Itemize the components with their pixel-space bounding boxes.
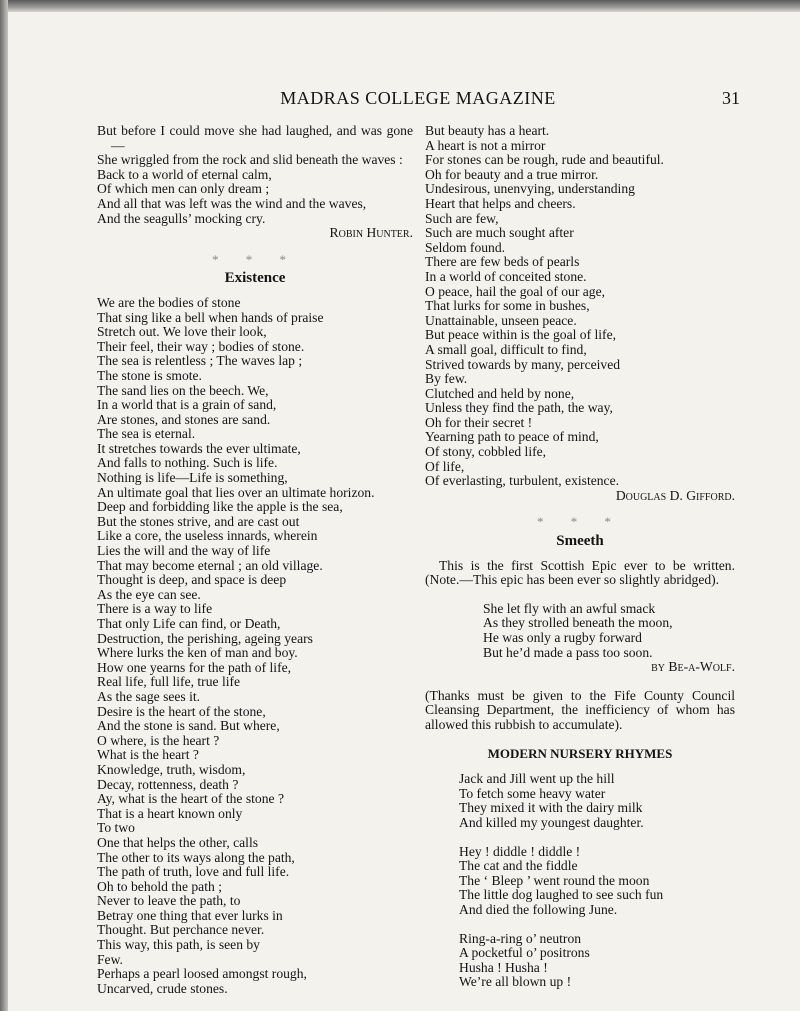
poem-line: But he’d made a pass too soon. <box>483 644 653 660</box>
nursery-verse-1 <box>425 772 735 830</box>
poem-line: A small goal, difficult to find, <box>425 341 587 357</box>
poem-line: Back to a world of eternal calm, <box>97 166 272 182</box>
poem-line: Betray one thing that ever lurks in <box>97 907 283 923</box>
smeeth-note: (Thanks must be given to the Fife County Council Cleansing Department, the inefficiency of whom has allowed this rubbish to accumulate). <box>425 687 735 732</box>
poem-line: Few. <box>97 951 123 967</box>
poem-line: And killed my youngest daughter. <box>459 814 644 830</box>
page-top-edge <box>0 0 800 12</box>
poem-line: The sand lies on the beech. We, <box>97 382 269 398</box>
poem-line: Desire is the heart of the stone, <box>97 703 266 719</box>
poem-line: One that helps the other, calls <box>97 834 259 850</box>
poem-line: Where lurks the ken of man and boy. <box>97 645 298 661</box>
poem-line: And died the following June. <box>459 901 618 917</box>
poem-line: And the stone is sand. But where, <box>97 718 280 734</box>
poem-line: Husha ! Husha ! <box>459 959 548 975</box>
spacer <box>425 588 735 602</box>
poem-line: For stones can be rough, rude and beautiful. <box>425 152 664 168</box>
poem-line: Are stones, and stones are sand. <box>97 411 271 427</box>
existence-poem-left <box>97 296 413 997</box>
poem-line: The cat and the fiddle <box>459 858 578 874</box>
poem-line: And all that was left was the wind and the waves, <box>97 195 367 211</box>
poem-line: The stone is smote. <box>97 367 202 383</box>
nursery-verse-3 <box>425 932 735 990</box>
smeeth-author: by Be-a-Wolf. <box>651 659 735 675</box>
poem-line: Yearning path to peace of mind, <box>425 429 599 445</box>
smeeth-title: Smeeth <box>556 533 604 550</box>
poem-line: The little dog laughed to see such fun <box>459 887 664 903</box>
poem-line: Oh to behold the path ; <box>97 878 222 894</box>
poem-line: The sea is relentless ; The waves lap ; <box>97 353 303 369</box>
poem-line: Unattainable, unseen peace. <box>425 312 577 328</box>
poem-line: That sing like a bell when hands of praise <box>97 309 324 325</box>
poem-line: Thought is deep, and space is deep <box>97 572 287 588</box>
poem-line: She let fly with an awful smack <box>483 600 656 616</box>
poem-line: Their feel, their way ; bodies of stone. <box>97 338 305 354</box>
poem-line: But peace within is the goal of life, <box>425 327 617 343</box>
poem-line: That may become eternal ; an old village. <box>97 557 323 573</box>
poem-line: Perhaps a pearl loosed amongst rough, <box>97 966 307 982</box>
poem-line: Strived towards by many, perceived <box>425 356 621 372</box>
spacer <box>425 918 735 932</box>
poem-line: The other to its ways along the path, <box>97 849 295 865</box>
poem-line: Hey ! diddle ! diddle ! <box>459 843 581 859</box>
poem-line: Oh for beauty and a true mirror. <box>425 166 599 182</box>
poem-line: As the eye can see. <box>97 586 201 602</box>
spacer <box>425 733 735 747</box>
poem-line: Such are few, <box>425 210 499 226</box>
nursery-title: MODERN NURSERY RHYMES <box>487 745 673 761</box>
left-column <box>97 124 413 996</box>
poem-line: There are few beds of pearls <box>425 254 580 270</box>
poem-line: As the sage sees it. <box>97 688 201 704</box>
poem-line: Decay, rottenness, death ? <box>97 776 239 792</box>
poem-line: To two <box>97 820 135 836</box>
poem-line: Of stony, cobbled life, <box>425 444 547 460</box>
section-separator: * * * <box>212 251 298 267</box>
poem-line: Unless they find the path, the way, <box>425 400 613 416</box>
poem-line: Undesirous, unenvying, understanding <box>425 181 635 197</box>
poem-line: Heart that helps and cheers. <box>425 195 576 211</box>
poem-line: That only Life can find, or Death, <box>97 616 281 631</box>
existence-author: Douglas D. Gifford. <box>615 487 735 503</box>
poem-line: And falls to nothing. Such is life. <box>97 455 278 471</box>
poem-line: Of life, <box>425 458 465 474</box>
poem-line: Never to leave the path, to <box>97 893 241 909</box>
nursery-verse-2 <box>425 845 735 918</box>
poem-line: An ultimate goal that lies over an ultimate horizon. <box>97 484 375 500</box>
poem-line: Ring-a-ring o’ neutron <box>459 930 582 946</box>
poem-line: A heart is not a mirror <box>425 137 546 153</box>
poem-line: What is the heart ? <box>97 747 199 763</box>
poem-line: Ay, what is the heart of the stone ? <box>97 791 284 807</box>
page-binding-edge <box>0 0 8 1011</box>
poem-line: Nothing is life—Life is something, <box>97 470 288 486</box>
section-separator: * * * <box>537 514 623 530</box>
poem-line: Of which men can only dream ; <box>97 181 270 197</box>
poem-line: Stretch out. We love their look, <box>97 324 267 340</box>
poem-line: We are the bodies of stone <box>97 294 241 310</box>
poem-line: The sea is eternal. <box>97 426 196 442</box>
spacer <box>425 675 735 689</box>
poem-line: Destruction, the perishing, ageing years <box>97 630 313 646</box>
poem-line: To fetch some heavy water <box>459 785 606 801</box>
poem-line: But before I could move she had laughed, and was gone— <box>97 123 413 153</box>
poem-line: Knowledge, truth, wisdom, <box>97 761 246 777</box>
poem-line: Uncarved, crude stones. <box>97 980 228 996</box>
poem-line: O peace, hail the goal of our age, <box>425 283 606 299</box>
poem-line: Deep and forbidding like the apple is the sea, <box>97 499 343 515</box>
poem-line: He was only a rugby forward <box>483 630 642 645</box>
poem-line: The ‘ Bleep ’ went round the moon <box>459 872 650 888</box>
poem-line: Jack and Jill went up the hill <box>459 771 615 787</box>
poem-line: Seldom found. <box>425 239 506 255</box>
poem-line: Clutched and held by none, <box>425 385 575 401</box>
page-number: 31 <box>722 88 740 108</box>
poem-line: Like a core, the useless innards, wherein <box>97 528 318 544</box>
poem-line: As they strolled beneath the moon, <box>483 615 673 631</box>
right-column <box>425 124 735 990</box>
poem-line: It stretches towards the ever ultimate, <box>97 440 301 456</box>
page-header <box>96 88 740 112</box>
spacer <box>425 831 735 845</box>
poem-line: She wriggled from the rock and slid beneath the waves : <box>97 152 403 168</box>
poem-line: In a world that is a grain of sand, <box>97 397 277 413</box>
existence-title: Existence <box>224 270 286 287</box>
magazine-title: MADRAS COLLEGE MAGAZINE <box>280 88 556 108</box>
smeeth-intro: This is the first Scottish Epic ever to be written. (Note.—This epic has been ever so slightly abridged). <box>425 557 735 588</box>
poem-line: How one yearns for the path of life, <box>97 659 292 675</box>
poem-line: This way, this path, is seen by <box>97 937 260 953</box>
poem-line: But the stones strive, and are cast out <box>97 513 300 529</box>
poem-line: Real life, full life, true life <box>97 674 241 690</box>
poem-line: That lurks for some in bushes, <box>425 298 590 314</box>
poem-line: Oh for their secret ! <box>425 414 533 430</box>
poem-line: By few. <box>425 371 468 387</box>
poem-line: A pocketful o’ positrons <box>459 945 590 961</box>
poem-line: Thought. But perchance never. <box>97 922 265 938</box>
poem-line: There is a way to life <box>97 601 213 617</box>
smeeth-verse <box>425 602 735 660</box>
poem-line: But beauty has a heart. <box>425 123 550 138</box>
poem-line: Such are much sought after <box>425 225 574 241</box>
poem-line: We’re all blown up ! <box>459 974 572 990</box>
existence-poem-right <box>425 124 735 503</box>
poem-line: They mixed it with the dairy milk <box>459 800 643 816</box>
poem-line: O where, is the heart ? <box>97 732 220 748</box>
poem-line: Of everlasting, turbulent, existence. <box>425 473 620 489</box>
poem-author: Robin Hunter. <box>329 225 413 241</box>
poem-ending <box>97 124 413 241</box>
poem-line: And the seagulls’ mocking cry. <box>97 210 266 226</box>
poem-line: That is a heart known only <box>97 805 243 821</box>
poem-line: The path of truth, love and full life. <box>97 864 290 880</box>
poem-line: Lies the will and the way of life <box>97 543 271 559</box>
poem-line: In a world of conceited stone. <box>425 268 587 284</box>
